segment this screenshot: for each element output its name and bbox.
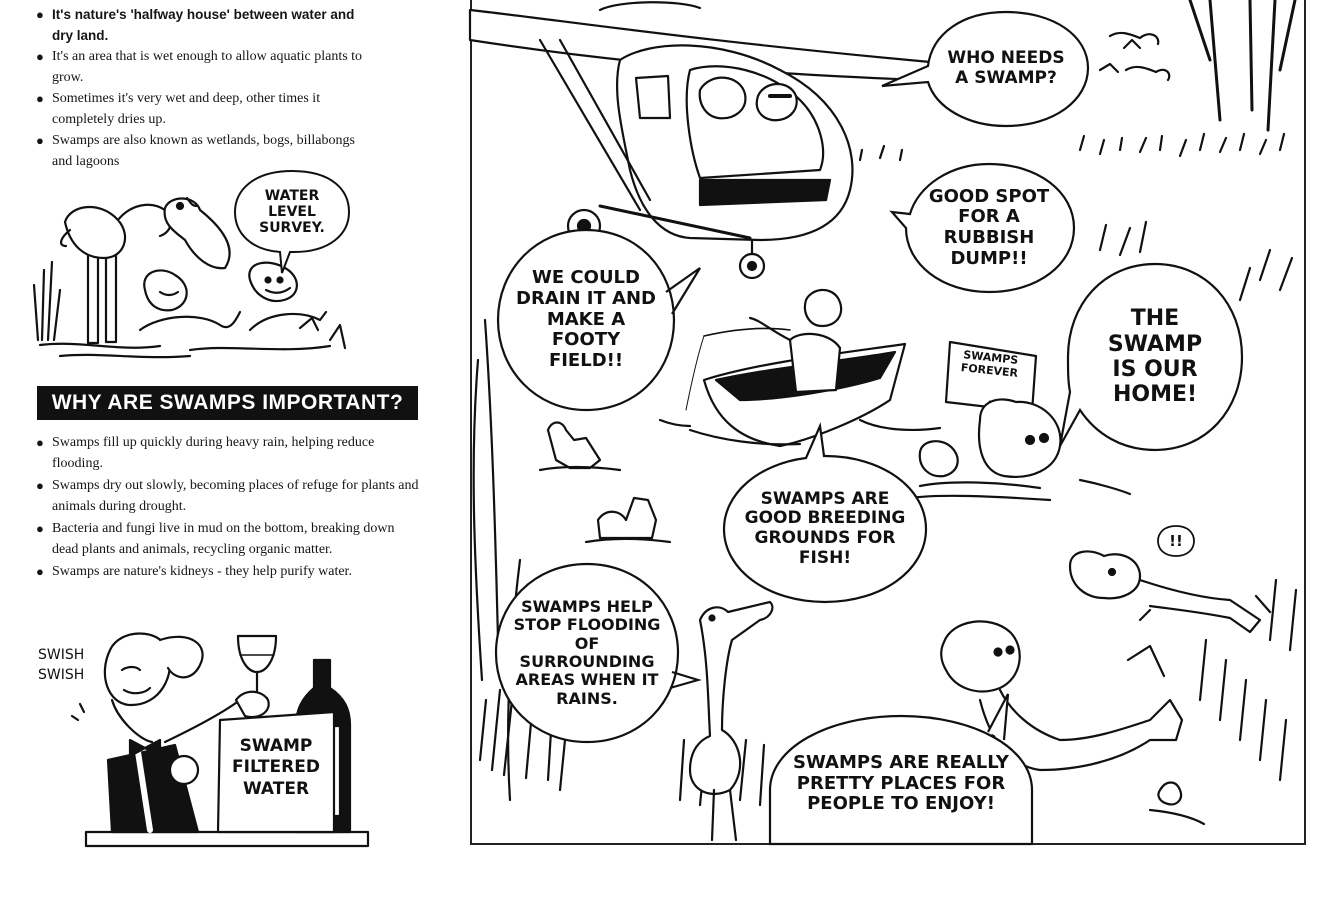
breeding-grounds-bubble xyxy=(722,454,928,604)
flooding-bubble xyxy=(494,562,680,744)
intro-bullet-text: It's nature's 'halfway house' between water and dry land. xyxy=(52,7,355,43)
protest-sign-text: SWAMPS FOREVER xyxy=(960,348,1019,380)
footy-field-bubble xyxy=(496,228,676,412)
rubbish-text: GOOD SPOT FOR A RUBBISH DUMP!! xyxy=(928,185,1050,269)
intro-bullet: ● Swamps are also known as wetlands, bogs, billabongs and lagoons xyxy=(36,133,355,169)
survey-speech-bubble xyxy=(232,168,352,256)
swamp-home-bubble xyxy=(1066,262,1244,452)
pretty-text: SWAMPS ARE REALLY PRETTY PLACES FOR PEOPLE TO ENJOY! xyxy=(793,751,1009,815)
pretty-places-bubble xyxy=(768,714,1034,854)
rubbish-dump-bubble xyxy=(902,162,1076,294)
flooding-text: SWAMPS HELP STOP FLOODING OF SURROUNDING AREAS WHEN IT RAINS. xyxy=(513,596,661,708)
importance-bullet-text: Swamps fill up quickly during heavy rain, helping reduce flooding. xyxy=(52,435,375,471)
footy-text: WE COULD DRAIN IT AND MAKE A FOOTY FIELD!! xyxy=(516,267,656,372)
importance-bullet-text: Swamps dry out slowly, becoming places of refuge for plants and animals during drought. xyxy=(52,478,419,514)
exclaim-text: !! xyxy=(1169,532,1183,551)
intro-bullet-text: Sometimes it's very wet and deep, other times it completely dries up. xyxy=(52,91,321,127)
section-heading: WHY ARE SWAMPS IMPORTANT? xyxy=(37,386,418,420)
exclaim-bubble xyxy=(1156,524,1196,560)
importance-bullet: ● Bacteria and fungi live in mud on the bottom, breaking down dead plants and animals, recycling organic matter. xyxy=(36,521,395,557)
intro-bullet: ● It's nature's 'halfway house' between water and dry land. xyxy=(36,7,355,43)
who-needs-swamp-bubble xyxy=(922,10,1090,128)
importance-bullet-text: Bacteria and fungi live in mud on the bottom, breaking down dead plants and animals, recycling organic matter. xyxy=(52,521,395,557)
intro-bullet: ● Sometimes it's very wet and deep, other times it completely dries up. xyxy=(36,91,321,127)
intro-bullet-text: It's an area that is wet enough to allow aquatic plants to grow. xyxy=(52,49,363,85)
intro-bullet-text: Swamps are also known as wetlands, bogs, billabongs and lagoons xyxy=(52,133,355,169)
importance-bullet: ● Swamps are nature's kidneys - they help purify water. xyxy=(36,564,352,579)
breeding-text: SWAMPS ARE GOOD BREEDING GROUNDS FOR FISH! xyxy=(744,488,906,568)
home-text: THE SWAMP IS OUR HOME! xyxy=(1107,306,1203,408)
who-needs-text: WHO NEEDS A SWAMP? xyxy=(947,48,1065,88)
intro-bullet: ● It's an area that is wet enough to allow aquatic plants to grow. xyxy=(36,49,363,85)
swish-label: SWISH SWISH xyxy=(38,647,85,684)
survey-bubble-text: WATER LEVEL SURVEY. xyxy=(259,187,325,237)
importance-bullet: ● Swamps dry out slowly, becoming places of refuge for plants and animals during drought. xyxy=(36,478,419,514)
importance-bullet-text: Swamps are nature's kidneys - they help purify water. xyxy=(52,564,352,579)
filtered-water-sign-text: SWAMP FILTERED WATER xyxy=(232,736,320,799)
importance-bullet: ● Swamps fill up quickly during heavy rain, helping reduce flooding. xyxy=(36,435,375,471)
